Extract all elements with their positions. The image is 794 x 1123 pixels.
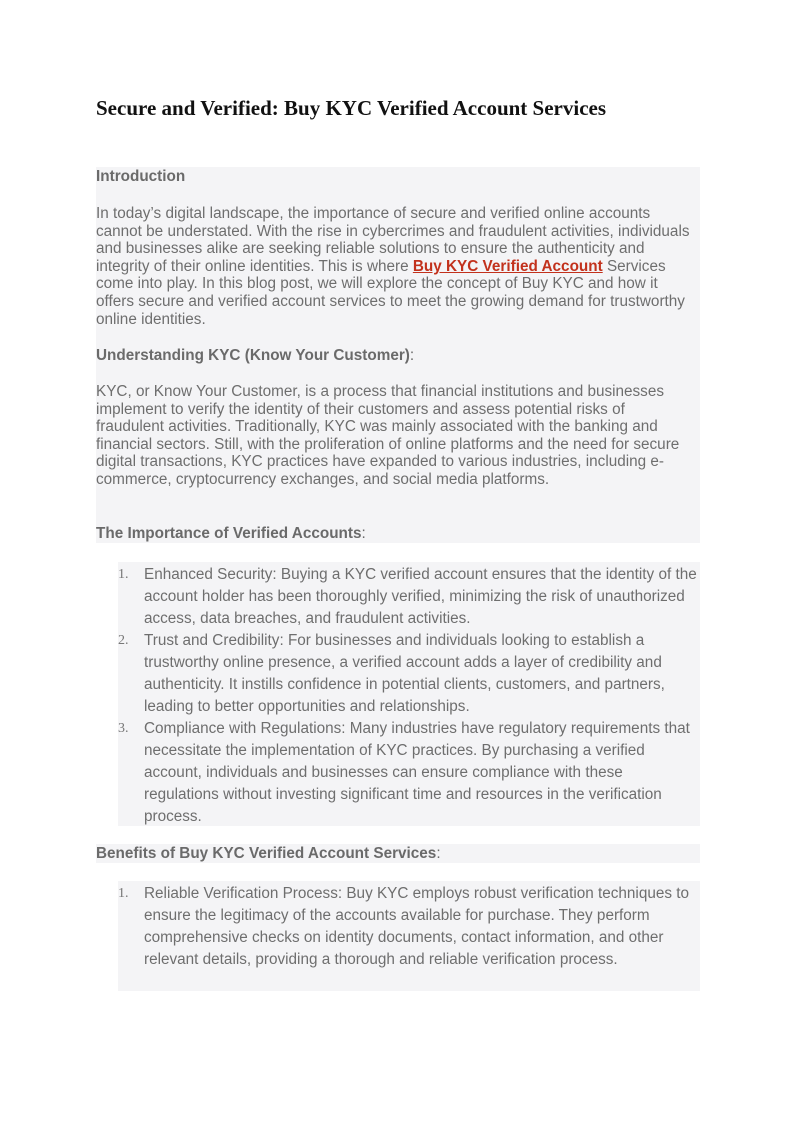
importance-heading: The Importance of Verified Accounts: (96, 525, 366, 542)
understanding-heading: Understanding KYC (Know Your Customer): (96, 347, 415, 364)
understanding-paragraph: KYC, or Know Your Customer, is a process that financial institutions and businesses implement to verify the identity of their customers and assess potential risks of fraudulent activities. Traditionally, KYC was mainly associated with the banking and financial sectors. Still, with the proliferation of online platforms and the need for secure digital transactions, KYC practices have expanded to various industries, including e-commerce, cryptocurrency exchanges, and social media platforms. (96, 383, 680, 488)
benefits-heading: Benefits of Buy KYC Verified Account Services: (96, 845, 441, 862)
intro-text-before: In today’s digital landscape, the importance of secure and verified online accounts cannot be understated. With the rise in cybercrimes and fraudulent activities, individuals and businesses alike are seeking reliable solutions to ensure the authenticity and integrity of their online identities. This is where (96, 205, 690, 275)
list-item-text: Enhanced Security: Buying a KYC verified account ensures that the identity of the account holder has been thoroughly verified, minimizing the risk of unauthorized access, data breaches, and fraudulent activities. (144, 566, 697, 627)
benefits-heading-section (96, 844, 700, 863)
list-item-number: 2. (118, 633, 129, 648)
list-item (118, 564, 700, 630)
intro-heading: Introduction (96, 168, 186, 185)
intro-section (96, 167, 700, 543)
list-item-number: 1. (118, 886, 129, 901)
list-item (118, 883, 700, 971)
list-item (118, 630, 700, 718)
importance-list-section (118, 562, 700, 826)
importance-list (118, 562, 700, 828)
list-item-number: 3. (118, 721, 129, 736)
intro-text-after: Services come into play. In this blog post, we will explore the concept of Buy KYC and how it offers secure and verified account services to meet the growing demand for trustworthy online identities. (96, 257, 685, 328)
benefits-list (118, 881, 700, 971)
list-item-text: Trust and Credibility: For businesses and individuals looking to establish a trustworthy online presence, a verified account adds a layer of credibility and authenticity. It instills confidence in potential clients, customers, and partners, leading to better opportunities and relationships. (144, 632, 665, 715)
buy-kyc-verified-account-link[interactable]: Buy KYC Verified Account (412, 257, 603, 275)
intro-paragraph (96, 205, 696, 328)
list-item (118, 718, 700, 828)
list-item-text: Reliable Verification Process: Buy KYC employs robust verification techniques to ensure the legitimacy of the accounts available for purchase. They perform comprehensive checks on identity documents, contact information, and other relevant details, providing a thorough and reliable verification process. (144, 885, 690, 968)
list-item-text: Compliance with Regulations: Many industries have regulatory requirements that necessitate the implementation of KYC practices. By purchasing a verified account, individuals and businesses can ensure compliance with these regulations without investing significant time and resources in the verification process. (144, 720, 690, 825)
benefits-list-section (118, 881, 700, 991)
list-item-number: 1. (118, 567, 129, 582)
page-title: Secure and Verified: Buy KYC Verified Account Services (96, 96, 607, 120)
